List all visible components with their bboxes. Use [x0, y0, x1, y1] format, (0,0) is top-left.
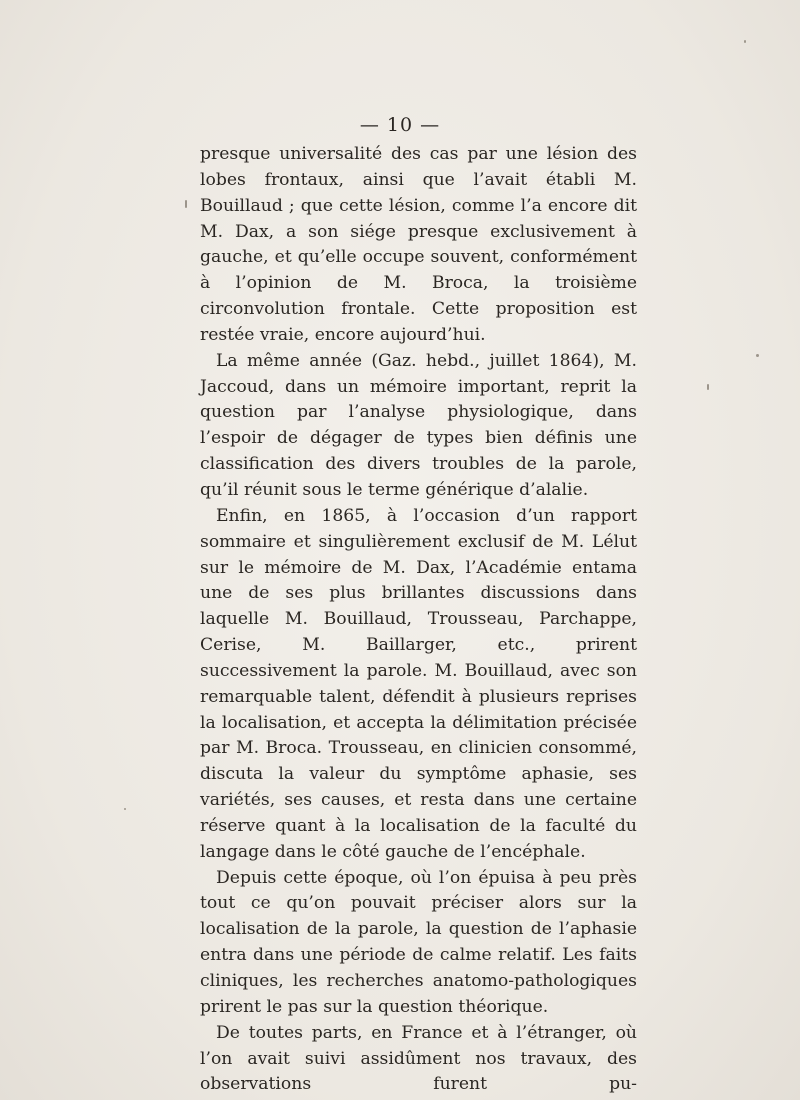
- body-text: [200, 142, 637, 1098]
- paragraph-3: Enfin, en 1865, à l’occasion d’un rapport sommaire et singulièrement exclusif de M. Lélut sur le mémoire de M. Dax, l’Académie entama une de ses plus brillantes discussions dans laquelle M. Bouillaud, Trousseau, Parchappe, Cerise, M. Baillarger, etc., prirent successivement la parole. M. Bouillaud, avec son remarquable talent, défendit à plusieurs reprises la localisation, et accepta la délimitation précisée par M. Broca. Trousseau, en clinicien consommé, discuta la valeur du symptôme aphasie, ses variétés, ses causes, et resta dans une certaine réserve quant à la localisation de la faculté du langage dans le côté gauche de l’encéphale.: [200, 505, 637, 862]
- paper-speck: [744, 40, 746, 43]
- paper-speck: [185, 200, 187, 208]
- paragraph-4: Depuis cette époque, où l’on épuisa à peu près tout ce qu’on pouvait préciser alors sur la localisation de la parole, la question de l’aphasie entra dans une période de calme relatif. Les faits cliniques, les recherches anatomo-pathologiques prirent le pas sur la question théorique.: [200, 867, 637, 1017]
- page-number: — 10 —: [359, 114, 441, 136]
- paper-speck: [124, 808, 126, 810]
- paragraph-5: De toutes parts, en France et à l’étranger, où l’on avait suivi assidûment nos travaux, des observations furent pu-: [200, 1022, 637, 1095]
- paragraph-1: presque universalité des cas par une lésion des lobes frontaux, ainsi que l’avait établi M. Bouillaud ; que cette lésion, comme l’a encore dit M. Dax, a son siége presque exclusivement à gauche, et qu’elle occupe souvent, conformément à l’opinion de M. Broca, la troisième circonvolution frontale. Cette proposition est restée vraie, encore aujourd’hui.: [200, 144, 637, 345]
- paragraph-2: La même année (Gaz. hebd., juillet 1864), M. Jaccoud, dans un mémoire important, reprit la question par l’analyse physiologique, dans l’espoir de dégager de types bien définis une classification des divers troubles de la parole, qu’il réunit sous le terme générique d’alalie.: [200, 350, 637, 500]
- paper-speck: [756, 354, 759, 357]
- paper-speck: [707, 384, 709, 390]
